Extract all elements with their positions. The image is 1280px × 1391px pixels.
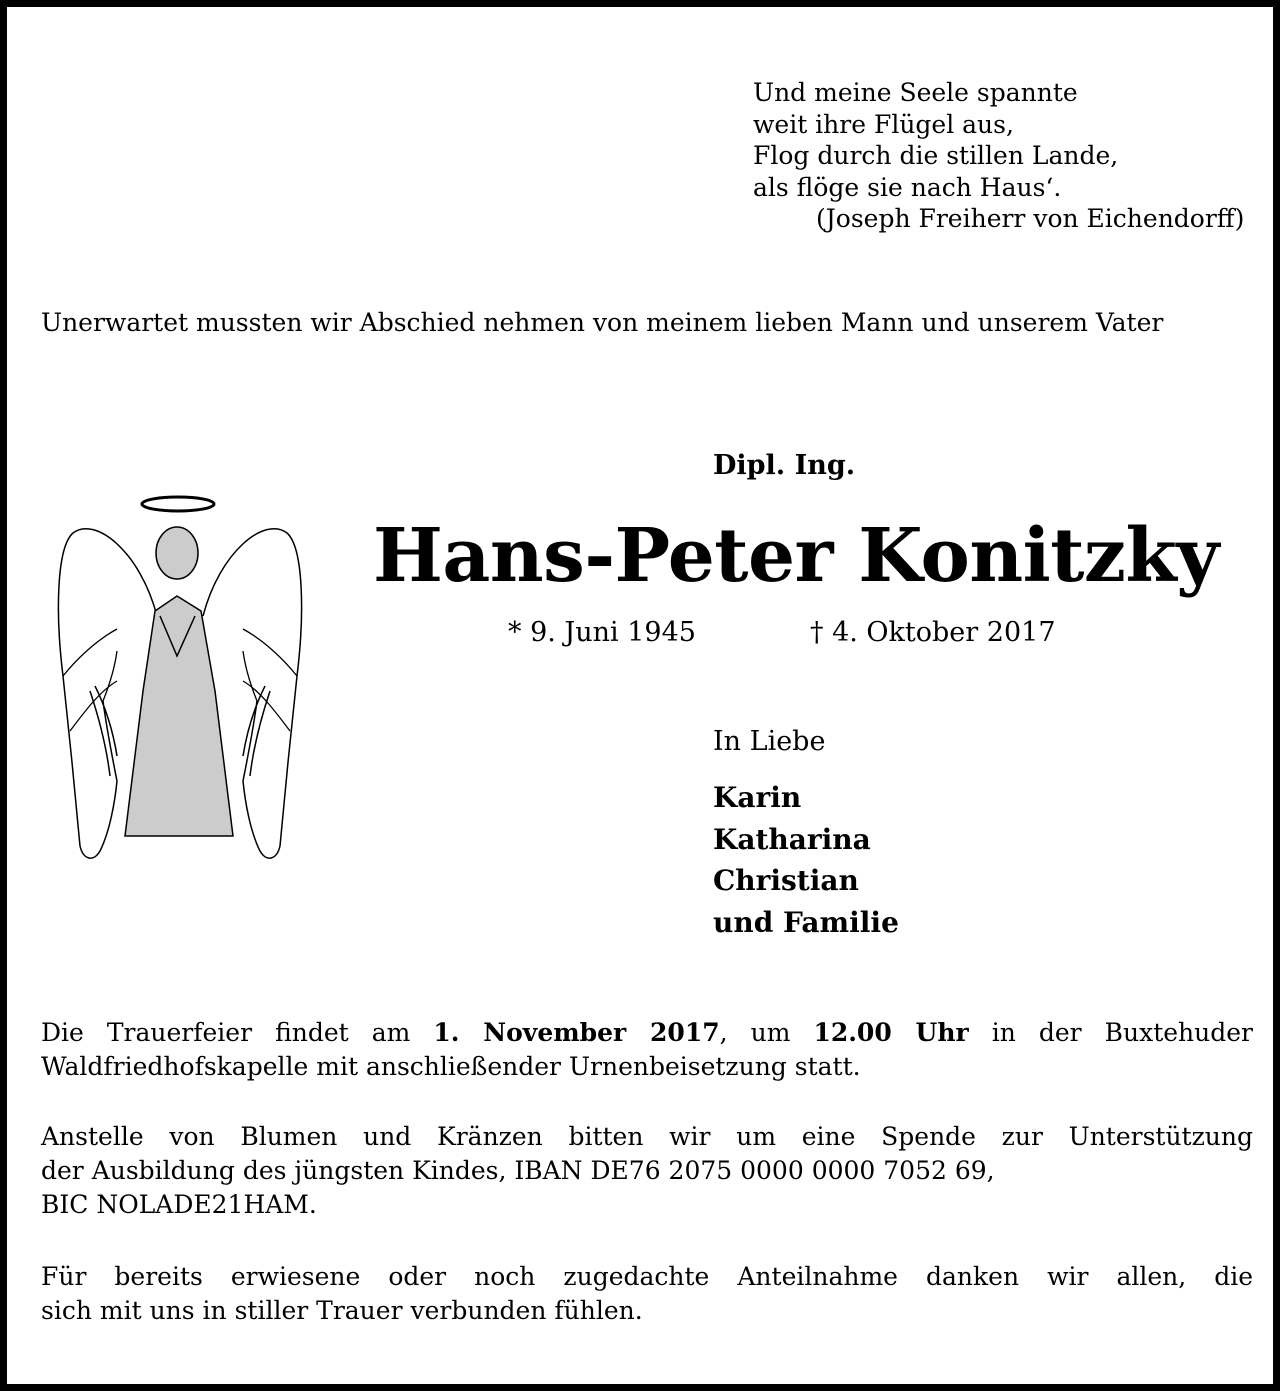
donation-line-3: BIC NOLADE21HAM. [41, 1190, 317, 1219]
donation-line-1: Anstelle von Blumen und Kränzen bitten wir um eine Spende zur Unterstützung [41, 1122, 1253, 1151]
birth-date: * 9. Juni 1945 [508, 617, 696, 648]
funeral-text: in der Buxtehuder [968, 1018, 1253, 1047]
deceased-name: Hans-Peter Konitzky [373, 513, 1219, 599]
poem-author: (Joseph Freiherr von Eichendorff) [816, 204, 1245, 233]
mourner-name: Christian [713, 864, 859, 897]
intro-text: Unerwartet mussten wir Abschied nehmen von meinem lieben Mann und unserem Vater [41, 308, 1164, 337]
thanks-line-1: Für bereits erwiesene oder noch zugedachte Anteilnahme danken wir allen, die [41, 1262, 1253, 1291]
funeral-paragraph [41, 1016, 1253, 1084]
mourners-list [713, 777, 899, 943]
funeral-line-1 [41, 1016, 1253, 1050]
funeral-date: 1. November 2017 [433, 1018, 720, 1047]
death-date: † 4. Oktober 2017 [810, 617, 1056, 648]
poem-line: Und meine Seele spannte [753, 78, 1078, 107]
funeral-text: Die Trauerfeier findet am [41, 1018, 434, 1047]
funeral-time: 12.00 Uhr [813, 1018, 969, 1047]
donation-line-2: der Ausbildung des jüngsten Kindes, IBAN DE76 2075 0000 0000 7052 69, [41, 1156, 995, 1185]
mourners-intro: In Liebe [713, 726, 826, 757]
poem [753, 77, 1244, 235]
poem-line: weit ihre Flügel aus, [753, 109, 1014, 139]
poem-line: Flog durch die stillen Lande, [753, 141, 1119, 170]
funeral-text: , um [719, 1018, 814, 1047]
mourner-name: Karin [713, 781, 802, 814]
thanks-paragraph [41, 1260, 1253, 1328]
donation-paragraph [41, 1120, 1253, 1222]
angel-icon [55, 491, 305, 871]
thanks-line-2: sich mit uns in stiller Trauer verbunden fühlen. [41, 1296, 643, 1325]
mourner-name: Katharina [713, 822, 871, 856]
funeral-line-2: Waldfriedhofskapelle mit anschließender Urnenbeisetzung statt. [41, 1052, 861, 1081]
poem-line: als flöge sie nach Haus‘. [753, 172, 1062, 202]
mourner-name: und Familie [713, 905, 899, 939]
deceased-title: Dipl. Ing. [713, 450, 856, 481]
